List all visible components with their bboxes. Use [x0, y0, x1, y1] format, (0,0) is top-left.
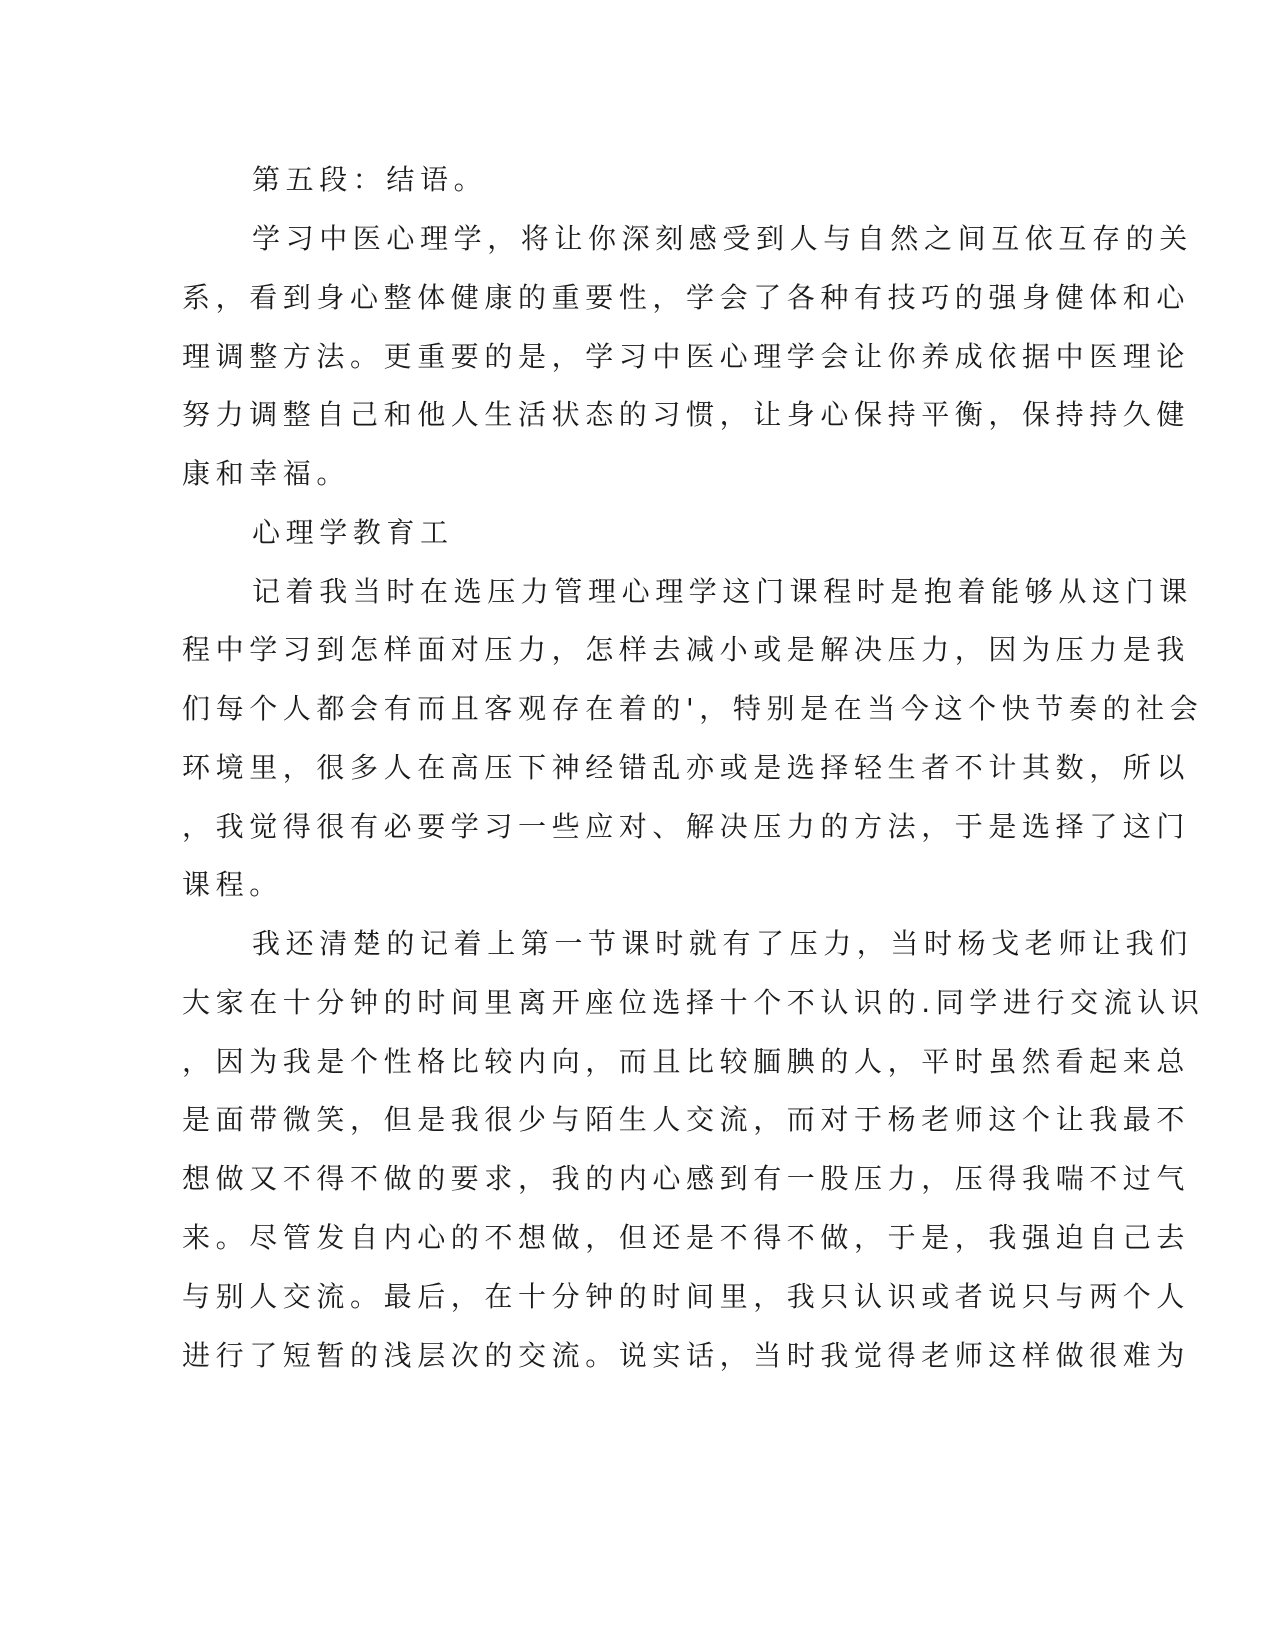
paragraph-line: 来。尽管发自内心的不想做，但还是不得不做，于是，我强迫自己去 [182, 1221, 1191, 1254]
paragraph-line: 大家在十分钟的时间里离开座位选择十个不认识的.同学进行交流认识 [182, 986, 1205, 1019]
paragraph-line: 康和幸福。 [182, 457, 351, 490]
paragraph-line: 环境里，很多人在高压下神经错乱亦或是选择轻生者不计其数，所以 [182, 751, 1191, 784]
paragraph-line: ，因为我是个性格比较内向，而且比较腼腆的人，平时虽然看起来总 [182, 1045, 1191, 1078]
section-heading: 心理学教育工 [252, 516, 454, 549]
paragraph-line: 理调整方法。更重要的是，学习中医心理学会让你养成依据中医理论 [182, 340, 1191, 373]
paragraph-line: 程中学习到怎样面对压力，怎样去减小或是解决压力，因为压力是我 [182, 633, 1191, 666]
paragraph-line: 是面带微笑，但是我很少与陌生人交流，而对于杨老师这个让我最不 [182, 1103, 1191, 1136]
paragraph-line: 课程。 [182, 868, 283, 901]
section-heading: 第五段：结语。 [252, 163, 488, 196]
paragraph-line: 与别人交流。最后，在十分钟的时间里，我只认识或者说只与两个人 [182, 1280, 1191, 1313]
paragraph-line: 进行了短暂的浅层次的交流。说实话，当时我觉得老师这样做很难为 [182, 1339, 1191, 1372]
paragraph-line: 学习中医心理学，将让你深刻感受到人与自然之间互依互存的关 [252, 222, 1193, 255]
paragraph-line: 记着我当时在选压力管理心理学这门课程时是抱着能够从这门课 [252, 575, 1193, 608]
paragraph-line: 想做又不得不做的要求，我的内心感到有一股压力，压得我喘不过气 [182, 1162, 1191, 1195]
paragraph-line: 系，看到身心整体健康的重要性，学会了各种有技巧的强身健体和心 [182, 281, 1191, 314]
paragraph-line: 努力调整自己和他人生活状态的习惯，让身心保持平衡，保持持久健 [182, 398, 1191, 431]
paragraph-line: ，我觉得很有必要学习一些应对、解决压力的方法，于是选择了这门 [182, 810, 1191, 843]
paragraph-line: 们每个人都会有而且客观存在着的'，特别是在当今这个快节奏的社会 [182, 692, 1204, 725]
paragraph-line: 我还清楚的记着上第一节课时就有了压力，当时杨戈老师让我们 [252, 927, 1193, 960]
